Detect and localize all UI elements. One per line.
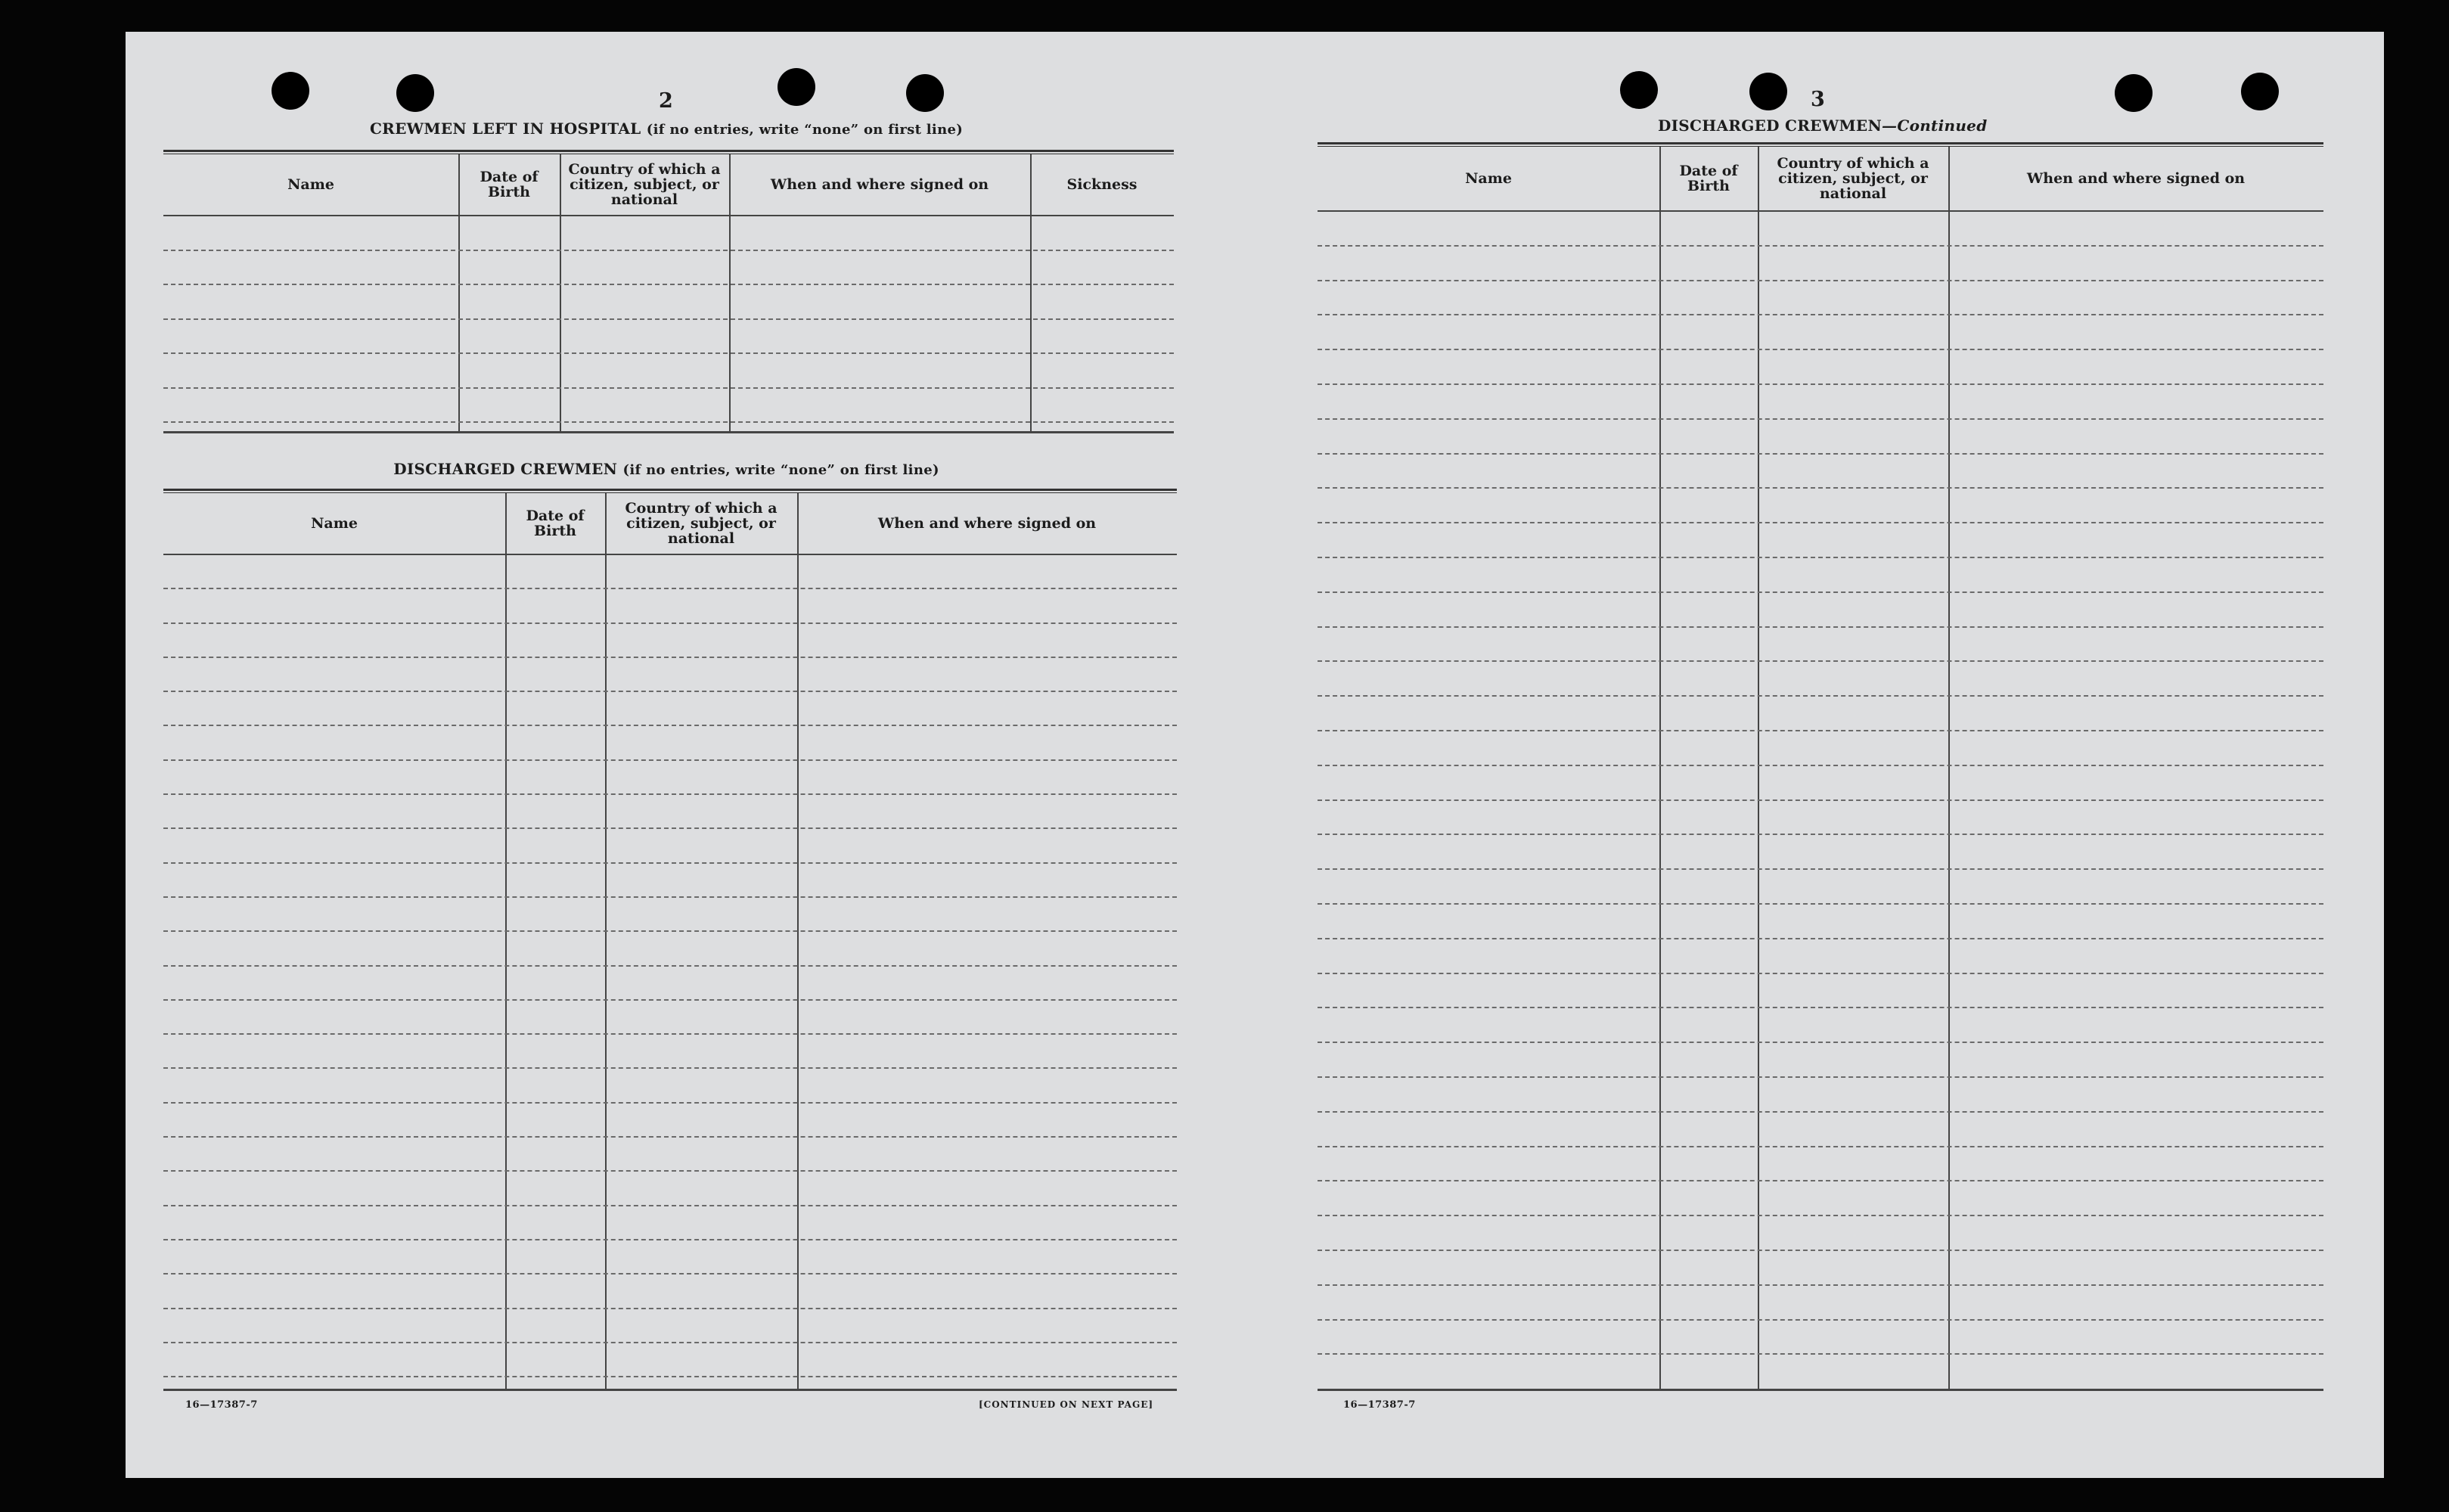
table-bottom-rule xyxy=(1318,1389,2323,1391)
table-row-line xyxy=(1318,765,2323,766)
table-row-line xyxy=(163,1067,1177,1069)
column-header: When and where signed on xyxy=(877,515,1097,532)
table-row-line xyxy=(163,759,1177,761)
table-row-line xyxy=(163,1102,1177,1104)
page-number: 2 xyxy=(659,89,673,113)
table-row-line xyxy=(1318,314,2323,315)
table-row-line xyxy=(1318,349,2323,350)
table-row-line xyxy=(1318,1007,2323,1008)
punch-hole-icon xyxy=(1620,71,1658,109)
column-header: Sickness xyxy=(1066,176,1138,193)
table-row-line xyxy=(163,1205,1177,1206)
column-header: Country of which a citizen, subject, or national xyxy=(1777,155,1929,202)
table-row-line xyxy=(163,725,1177,726)
table-row-line xyxy=(1318,973,2323,974)
table-row-line xyxy=(1318,418,2323,420)
column-header: Name xyxy=(287,176,334,193)
table-row-line xyxy=(1318,557,2323,558)
table-row-line xyxy=(163,657,1177,658)
table-row-line xyxy=(163,318,1174,320)
table-row-line xyxy=(1318,834,2323,835)
table-row-line xyxy=(163,896,1177,898)
table-row-line xyxy=(1318,868,2323,870)
column-divider xyxy=(1948,147,1950,1389)
table-row-line xyxy=(163,827,1177,829)
page-number: 3 xyxy=(1811,88,1825,111)
column-header: When and where signed on xyxy=(2026,170,2246,187)
table-row-line xyxy=(1318,1180,2323,1181)
form-code: 16—17387-7 xyxy=(1343,1399,1416,1411)
table-row-line xyxy=(1318,453,2323,455)
table-row-line xyxy=(163,387,1174,389)
column-divider xyxy=(560,154,561,431)
table-row-line xyxy=(1318,903,2323,905)
table-row-line xyxy=(1318,1284,2323,1286)
table-row-line xyxy=(163,622,1177,624)
column-header: Date of Birth xyxy=(526,508,585,539)
table-row-line xyxy=(163,588,1177,589)
table-row-line xyxy=(1318,383,2323,385)
table-row-line xyxy=(1318,591,2323,593)
table-row-line xyxy=(163,930,1177,932)
table-bottom-rule xyxy=(163,1389,1177,1391)
header-bottom-rule xyxy=(1318,210,2323,212)
table-row-line xyxy=(1318,1111,2323,1113)
punch-hole-icon xyxy=(1749,73,1787,110)
table-row-line xyxy=(163,1273,1177,1274)
table-row-line xyxy=(1318,730,2323,731)
punch-hole-icon xyxy=(396,74,434,112)
table-row-line xyxy=(1318,1042,2323,1043)
column-header: Name xyxy=(311,515,358,532)
table-row-line xyxy=(1318,626,2323,628)
table-row-line xyxy=(163,1170,1177,1172)
document-sheet xyxy=(126,32,2384,1478)
left-page xyxy=(126,32,1245,1478)
column-divider xyxy=(505,493,507,1389)
table-row-line xyxy=(163,1376,1177,1377)
table-row-line xyxy=(1318,1076,2323,1078)
right-page xyxy=(1260,32,2384,1478)
table-row-line xyxy=(1318,280,2323,281)
discharged-title-note: (if no entries, write “none” on first line) xyxy=(622,462,939,478)
continued-note: [CONTINUED ON NEXT PAGE] xyxy=(979,1399,1154,1410)
column-header: Name xyxy=(1465,170,1512,187)
table-row-line xyxy=(163,284,1174,285)
table-bottom-rule xyxy=(163,431,1174,433)
hospital-section-title xyxy=(126,120,1207,138)
table-row-line xyxy=(1318,522,2323,523)
table-row-line xyxy=(1318,660,2323,662)
column-divider xyxy=(797,493,799,1389)
column-header: Date of Birth xyxy=(480,169,539,200)
continued-section-title xyxy=(1658,116,1987,135)
column-divider xyxy=(458,154,460,431)
column-divider xyxy=(1659,147,1661,1389)
punch-hole-icon xyxy=(2115,74,2153,112)
table-row-line xyxy=(1318,487,2323,489)
hospital-title-note: (if no entries, write “none” on first line) xyxy=(646,122,964,138)
table-row-line xyxy=(163,862,1177,864)
table-row-line xyxy=(1318,1353,2323,1355)
hospital-title-text: CREWMEN LEFT IN HOSPITAL xyxy=(369,120,641,138)
continued-title-suffix: —Continued xyxy=(1882,116,1988,135)
table-row-line xyxy=(1318,938,2323,939)
table-row-line xyxy=(163,1136,1177,1138)
column-header: When and where signed on xyxy=(770,176,989,193)
header-bottom-rule xyxy=(163,215,1174,216)
column-header: Date of Birth xyxy=(1679,163,1738,194)
table-row-line xyxy=(163,691,1177,692)
table-row-line xyxy=(1318,695,2323,697)
table-row-line xyxy=(163,999,1177,1001)
column-header: Country of which a citizen, subject, or national xyxy=(625,500,778,547)
column-divider xyxy=(605,493,607,1389)
table-row-line xyxy=(163,421,1174,423)
column-divider xyxy=(729,154,731,431)
punch-hole-icon xyxy=(272,72,309,110)
punch-hole-icon xyxy=(2241,73,2279,110)
discharged-section-title xyxy=(126,460,1207,478)
column-header: Country of which a citizen, subject, or national xyxy=(568,161,721,208)
table-row-line xyxy=(1318,1319,2323,1321)
punch-hole-icon xyxy=(778,68,815,106)
table-row-line xyxy=(163,1033,1177,1035)
table-row-line xyxy=(163,793,1177,795)
continued-title-text: DISCHARGED CREWMEN xyxy=(1658,116,1883,135)
table-row-line xyxy=(163,1239,1177,1240)
column-divider xyxy=(1030,154,1032,431)
table-row-line xyxy=(1318,1250,2323,1251)
table-row-line xyxy=(163,250,1174,251)
table-row-line xyxy=(1318,799,2323,801)
table-row-line xyxy=(163,1342,1177,1343)
table-row-line xyxy=(163,965,1177,967)
discharged-title-text: DISCHARGED CREWMEN xyxy=(393,460,618,478)
column-divider xyxy=(1758,147,1759,1389)
punch-hole-icon xyxy=(906,74,944,112)
table-row-line xyxy=(1318,1146,2323,1147)
table-row-line xyxy=(163,1308,1177,1309)
table-row-line xyxy=(1318,1215,2323,1216)
header-bottom-rule xyxy=(163,554,1177,555)
table-row-line xyxy=(163,352,1174,354)
table-row-line xyxy=(1318,245,2323,247)
form-code: 16—17387-7 xyxy=(185,1399,258,1411)
